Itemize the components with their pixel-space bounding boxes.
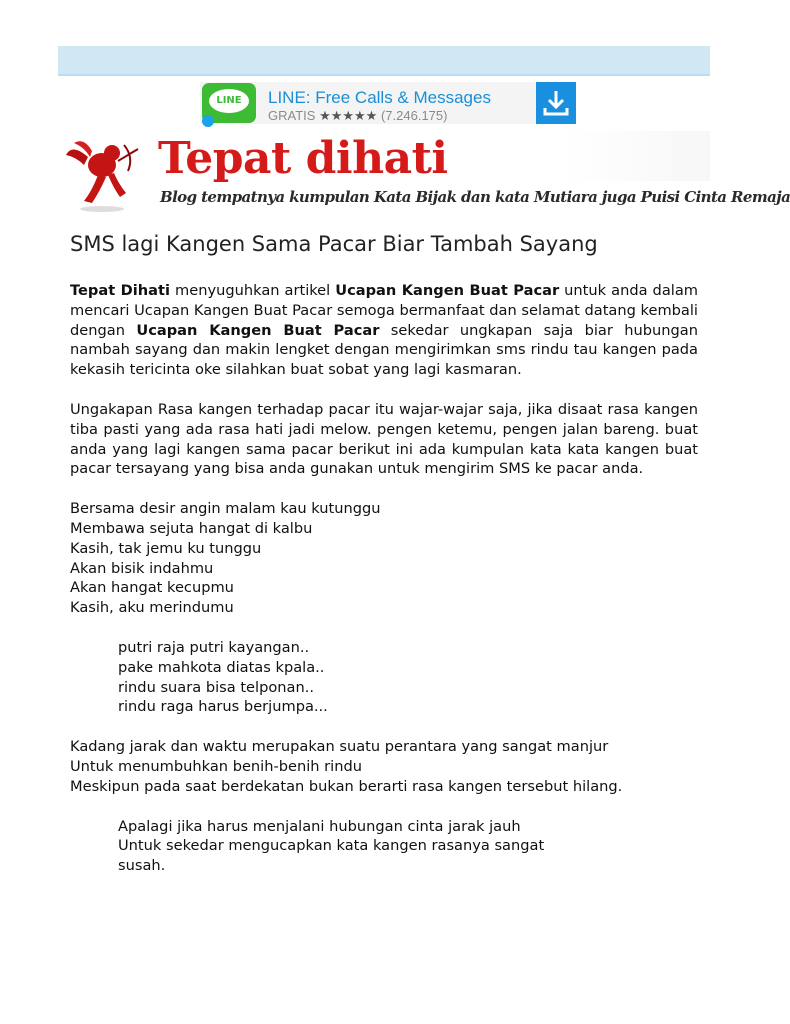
top-bar	[58, 46, 710, 76]
ad-review-count: (7.246.175)	[380, 108, 448, 123]
ad-rating-stars: ★★★★★	[319, 108, 378, 123]
site-tagline: Blog tempatnya kumpulan Kata Bijak dan kata Mutiara juga Puisi Cinta Remaja	[160, 188, 790, 206]
line-logo-text: LINE	[209, 89, 249, 113]
article-title: SMS lagi Kangen Sama Pacar Biar Tambah Sayang	[70, 232, 598, 256]
poem-line: putri raja putri kayangan..	[118, 638, 310, 656]
poem-line: Akan bisik indahmu	[70, 559, 214, 577]
text-segment: sekedar ungkapan saja biar hubungan nambah sayang dan makin lengket dengan mengirimkan sms rindu tau kangen pada kekasih tericinta oke silahkan buat sobat yang lagi kasmaran.	[70, 321, 698, 379]
bold-keyword: Ucapan Kangen Buat Pacar	[136, 321, 380, 339]
poem-line: rindu suara bisa telponan..	[118, 678, 315, 696]
poem-line: Bersama desir angin malam kau kutunggu	[70, 500, 381, 518]
poem-line: pake mahkota diatas kpala..	[118, 658, 325, 676]
text-segment: menyuguhkan artikel	[170, 282, 336, 299]
ad-banner[interactable]	[200, 82, 576, 124]
ad-price: GRATIS	[268, 108, 316, 123]
bold-keyword: Ucapan Kangen Buat Pacar	[335, 282, 560, 299]
paragraph-line: Untuk sekedar mengucapkan kata kangen rasanya sangat	[118, 837, 545, 855]
ad-info-icon[interactable]	[202, 115, 214, 127]
site-header-banner[interactable]	[62, 131, 790, 213]
banner-background	[560, 131, 710, 181]
poem-line: Membawa sejuta hangat di kalbu	[70, 519, 313, 537]
paragraph-line: Meskipun pada saat berdekatan bukan berarti rasa kangen tersebut hilang.	[70, 777, 623, 795]
bold-site-name: Tepat Dihati	[70, 282, 170, 299]
poem-line: Kasih, aku merindumu	[70, 599, 234, 617]
download-icon	[541, 88, 571, 118]
download-button[interactable]	[536, 82, 576, 124]
poem-two	[70, 638, 698, 717]
intro-paragraph	[70, 281, 698, 380]
text-segment: untuk anda dalam mencari Ucapan Kangen Buat Pacar semoga bermanfaat dan selamat datang kembali dengan	[70, 282, 698, 339]
cupid-logo-icon	[62, 135, 142, 213]
ad-meta	[268, 108, 447, 124]
paragraph-line: Apalagi jika harus menjalani hubungan cinta jarak jauh	[118, 817, 521, 835]
poem-line: Kasih, tak jemu ku tunggu	[70, 539, 262, 557]
poem-line: Akan hangat kecupmu	[70, 579, 234, 597]
paragraph-line: Untuk menumbuhkan benih-benih rindu	[70, 757, 363, 775]
second-paragraph: Ungakapan Rasa kangen terhadap pacar itu wajar-wajar saja, jika disaat rasa kangen tiba pasti yang ada rasa hati jadi melow. pengen ketemu, pengen jalan bareng. buat anda yang lagi kangen sama pacar berikut ini ada kumpulan kata kata kangen buat pacar tersayang yang bisa anda gunakan untuk mengirim SMS ke pacar anda.	[70, 400, 698, 478]
poem-one	[70, 499, 698, 618]
line-app-logo	[202, 83, 256, 123]
paragraph-line: Kadang jarak dan waktu merupakan suatu perantara yang sangat manjur	[70, 738, 609, 756]
article	[70, 228, 698, 896]
poem-line: rindu raga harus berjumpa...	[118, 698, 328, 716]
site-title[interactable]: Tepat dihati	[158, 133, 448, 184]
fourth-paragraph	[70, 817, 698, 876]
paragraph-line: susah.	[118, 857, 166, 875]
third-paragraph	[70, 737, 698, 796]
ad-title[interactable]: LINE: Free Calls & Messages	[268, 88, 491, 107]
